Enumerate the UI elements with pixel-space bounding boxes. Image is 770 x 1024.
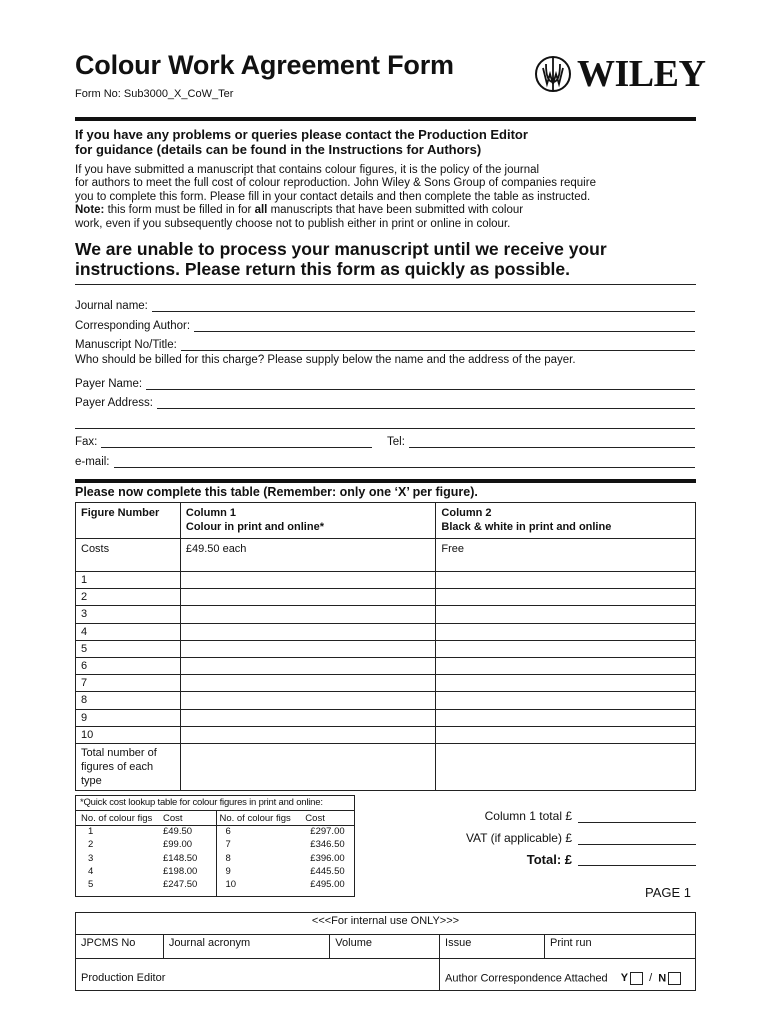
grand-total-label: Total: £	[526, 852, 572, 867]
corresponding-author-input-line[interactable]	[194, 319, 695, 332]
note-text: this form must be filled in for	[104, 204, 255, 217]
figure-row-number: 2	[76, 589, 181, 606]
payer-name-input-line[interactable]	[146, 377, 695, 390]
column-2-cell[interactable]	[436, 606, 696, 623]
policy-note	[75, 204, 695, 217]
column-1-cell[interactable]	[180, 726, 436, 743]
lookup-count: 4	[88, 866, 94, 878]
internal-use-table	[75, 912, 696, 991]
note-label: Note:	[75, 204, 105, 217]
header-rule	[75, 117, 696, 121]
column-1-cell[interactable]	[180, 709, 436, 726]
yn-separator: /	[649, 972, 653, 985]
table-divider	[75, 479, 696, 483]
lookup-cost: £346.50	[310, 839, 345, 851]
internal-caption: <<<For internal use ONLY>>>	[76, 913, 696, 935]
lookup-count: 10	[225, 879, 237, 891]
lookup-count: 9	[225, 866, 231, 878]
lookup-header: No. of colour figs	[219, 812, 291, 824]
fax-field[interactable]	[75, 432, 372, 448]
section-divider	[75, 284, 696, 285]
journal-acronym-cell[interactable]: Journal acronym	[163, 935, 329, 959]
figure-number-header-text: Figure Number	[81, 507, 160, 519]
column-2-total-cell[interactable]	[436, 743, 696, 790]
billing-question: Who should be billed for this charge? Please supply below the name and the address of the payer.	[75, 354, 576, 366]
column-1-cell[interactable]	[180, 606, 436, 623]
production-editor-cell[interactable]	[76, 959, 440, 991]
figure-row-number: 5	[76, 640, 181, 657]
yes-label: Y	[620, 972, 629, 985]
manuscript-title-label: Manuscript No/Title:	[75, 339, 177, 351]
manuscript-title-field[interactable]	[75, 335, 695, 351]
column-2-header	[436, 503, 696, 539]
column-2-cell[interactable]	[436, 726, 696, 743]
column-2-cell[interactable]	[436, 657, 696, 674]
lookup-count: 6	[225, 826, 231, 838]
lookup-cost: £148.50	[162, 852, 198, 864]
lookup-cost: £396.00	[310, 852, 345, 864]
journal-name-input-line[interactable]	[152, 299, 695, 312]
warning-line: instructions. Please return this form as quickly as possible.	[75, 258, 571, 279]
lookup-header: Cost	[305, 812, 325, 824]
payer-address-input-line[interactable]	[157, 396, 695, 409]
warning-line: We are unable to process your manuscript until we receive your	[75, 239, 607, 259]
column-1-total-input[interactable]	[578, 807, 696, 823]
page-number: PAGE 1	[645, 885, 692, 900]
journal-name-label: Journal name:	[75, 300, 148, 312]
lookup-header: No. of colour figs	[81, 812, 153, 824]
issue-cell[interactable]: Issue	[440, 935, 545, 959]
figure-row-number: 4	[76, 623, 181, 640]
lookup-count: 1	[88, 826, 94, 838]
column-2-cell[interactable]	[436, 623, 696, 640]
payer-name-field[interactable]	[75, 374, 695, 390]
lookup-count: 7	[225, 839, 231, 851]
corresponding-author-label: Corresponding Author:	[75, 320, 191, 332]
column-1-subtitle: Colour in print and online*	[185, 521, 324, 533]
jpcms-cell[interactable]: JPCMS No	[76, 935, 164, 959]
lookup-count: 3	[88, 852, 94, 864]
column-1-total-cell[interactable]	[180, 743, 436, 790]
lookup-cost: £198.00	[162, 866, 198, 878]
lookup-cost: £297.00	[310, 826, 345, 838]
column-2-title: Column 2	[441, 507, 492, 519]
email-field[interactable]	[75, 452, 695, 468]
tel-input-line[interactable]	[409, 435, 695, 448]
column-1-cell[interactable]	[180, 640, 436, 657]
column-2-cell[interactable]	[436, 675, 696, 692]
total-label-line: Total number of	[81, 746, 157, 759]
column-1-cell[interactable]	[180, 657, 436, 674]
wiley-logo	[533, 52, 706, 96]
figure-row-number: 10	[76, 726, 181, 743]
column-1-cell[interactable]	[180, 675, 436, 692]
costs-label: Costs	[76, 539, 181, 572]
production-editor-label: Production Editor	[81, 972, 166, 984]
lookup-cost: £99.00	[162, 839, 193, 851]
column-1-cost: £49.50 each	[180, 539, 436, 572]
warning-text	[75, 240, 700, 279]
print-run-cell[interactable]: Print run	[545, 935, 696, 959]
lookup-cost: £445.50	[310, 866, 345, 878]
vat-input[interactable]	[578, 829, 696, 845]
column-1-cell[interactable]	[180, 572, 436, 589]
figure-table	[75, 502, 696, 791]
tel-field[interactable]	[387, 432, 695, 448]
column-1-header	[180, 503, 436, 539]
figure-table-heading: Please now complete this table (Remember: only one ‘X’ per figure).	[75, 485, 478, 499]
policy-line: for authors to meet the full cost of colour reproduction. John Wiley & Sons Group of companies require	[75, 177, 596, 190]
figure-row-number: 7	[76, 675, 181, 692]
figure-number-header	[76, 503, 181, 539]
column-1-title: Column 1	[185, 507, 236, 519]
manuscript-title-input-line[interactable]	[181, 338, 695, 351]
email-label: e-mail:	[75, 456, 110, 468]
vat-label: VAT (if applicable) £	[465, 831, 572, 845]
lookup-cost: £49.50	[162, 826, 193, 838]
contact-notice	[75, 127, 695, 157]
author-correspondence-label: Author Correspondence Attached	[445, 972, 608, 985]
form-number: Form No: Sub3000_X_CoW_Ter	[75, 88, 234, 100]
figure-row-number: 6	[76, 657, 181, 674]
column-1-total-label: Column 1 total £	[484, 809, 572, 823]
figure-row-number: 1	[76, 572, 181, 589]
total-label-line: figures of each type	[81, 760, 154, 787]
column-2-cell[interactable]	[436, 589, 696, 606]
payer-address-label: Payer Address:	[75, 397, 153, 409]
grand-total-input[interactable]	[578, 850, 696, 866]
payer-name-label: Payer Name:	[75, 378, 143, 390]
no-label: N	[658, 972, 667, 985]
policy-line: you to complete this form. Please fill in your contact details and then complete the table as instructed.	[75, 190, 591, 203]
payer-address-field[interactable]	[75, 393, 695, 409]
lookup-cost: £247.50	[162, 879, 198, 891]
cost-lookup-table	[75, 795, 355, 897]
payer-address-input-line[interactable]	[75, 416, 695, 429]
total-label	[76, 743, 181, 790]
note-text: manuscripts that have been submitted with colour	[267, 204, 524, 217]
policy-line: If you have submitted a manuscript that contains colour figures, it is the policy of the journal	[75, 164, 540, 176]
policy-line: work, even if you subsequently choose not to publish either in print or online in colour.	[75, 217, 511, 230]
figure-row-number: 3	[76, 606, 181, 623]
journal-name-field[interactable]	[75, 296, 695, 312]
lookup-caption: *Quick cost lookup table for colour figures in print and online:	[80, 797, 323, 808]
policy-text	[75, 164, 695, 231]
column-2-subtitle: Black & white in print and online	[441, 521, 612, 533]
lookup-count: 8	[225, 852, 231, 864]
column-2-cell[interactable]	[436, 692, 696, 709]
tel-label: Tel:	[387, 436, 405, 448]
page-title: Colour Work Agreement Form	[75, 50, 454, 80]
figure-row-number: 9	[76, 709, 181, 726]
payer-address-line-2[interactable]	[75, 413, 695, 429]
column-1-cell[interactable]	[180, 692, 436, 709]
column-1-cell[interactable]	[180, 589, 436, 606]
wiley-emblem-icon	[533, 52, 573, 96]
email-input-line[interactable]	[114, 455, 695, 468]
corresponding-author-field[interactable]	[75, 316, 695, 332]
fax-label: Fax:	[75, 436, 98, 448]
lookup-count: 5	[88, 879, 94, 891]
wiley-wordmark: WILEY	[577, 53, 706, 95]
fax-input-line[interactable]	[101, 435, 372, 448]
no-checkbox[interactable]	[668, 972, 681, 985]
column-2-cost: Free	[436, 539, 696, 572]
yes-checkbox[interactable]	[630, 972, 643, 985]
volume-cell[interactable]: Volume	[330, 935, 440, 959]
note-emphasis: all	[254, 204, 268, 217]
author-correspondence-cell	[440, 959, 696, 991]
column-1-cell[interactable]	[180, 623, 436, 640]
lookup-cost: £495.00	[310, 879, 345, 891]
contact-line: for guidance (details can be found in the Instructions for Authors)	[75, 142, 482, 157]
totals-block	[440, 805, 696, 875]
column-2-cell[interactable]	[436, 640, 696, 657]
figure-row-number: 8	[76, 692, 181, 709]
lookup-grid	[76, 811, 354, 891]
lookup-header: Cost	[162, 812, 183, 824]
column-2-cell[interactable]	[436, 709, 696, 726]
column-2-cell[interactable]	[436, 572, 696, 589]
lookup-count: 2	[88, 839, 94, 851]
contact-line: If you have any problems or queries please contact the Production Editor	[75, 127, 528, 142]
